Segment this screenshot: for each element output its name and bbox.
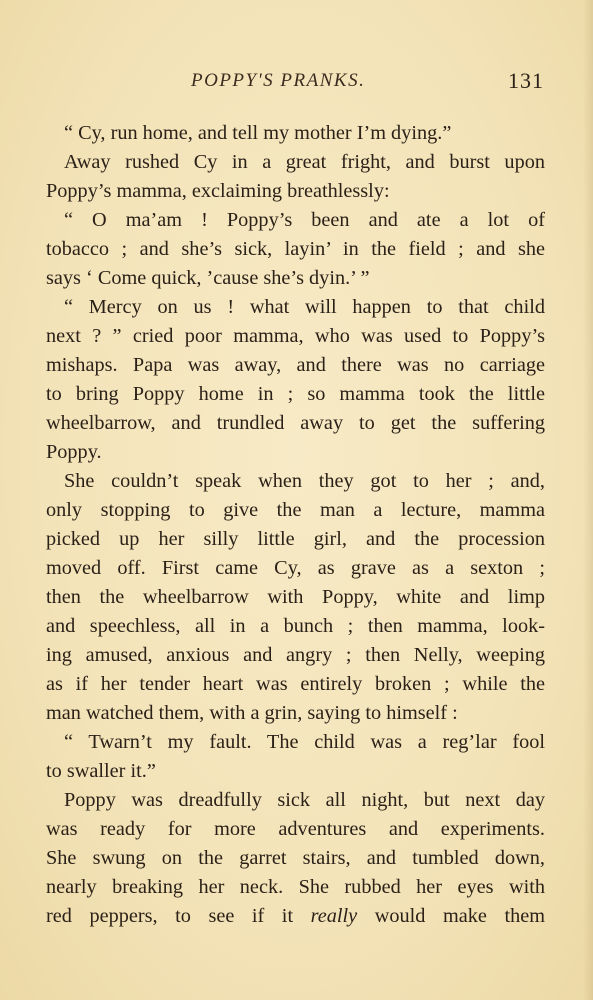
text-line: as if her tender heart was entirely broken ; while the — [46, 673, 545, 695]
text-line: tobacco ; and she’s sick, layin’ in the field ; and she — [46, 238, 545, 260]
text-line: mishaps. Papa was away, and there was no carriage — [46, 354, 545, 376]
emphasis-really: really — [310, 905, 358, 927]
body-text — [46, 119, 545, 931]
page-number: 131 — [508, 68, 544, 93]
text-line: wheelbarrow, and trundled away to get the suffering — [46, 412, 545, 434]
text-line: only stopping to give the man a lecture, mamma — [46, 499, 545, 521]
text-line: then the wheelbarrow with Poppy, white and limp — [46, 586, 545, 608]
text-line: to swaller it.” — [46, 760, 156, 782]
text-line: “ Mercy on us ! what will happen to that child — [64, 296, 545, 318]
text-line: ing amused, anxious and angry ; then Nelly, weeping — [46, 644, 545, 666]
text-line: “ O ma’am ! Poppy’s been and ate a lot of — [64, 209, 545, 231]
text-line: Away rushed Cy in a great fright, and burst upon — [64, 151, 545, 173]
page-header — [46, 70, 546, 100]
text-line: She couldn’t speak when they got to her ; and, — [64, 470, 545, 492]
text-line: picked up her silly little girl, and the procession — [46, 528, 545, 550]
text-line: says ‘ Come quick, ’cause she’s dyin.’ ” — [46, 267, 370, 289]
text-line: to bring Poppy home in ; so mamma took the little — [46, 383, 545, 405]
text-line: was ready for more adventures and experiments. — [46, 818, 545, 840]
text-line: red peppers, to see if it really would make them — [46, 905, 545, 927]
text-line: and speechless, all in a bunch ; then mamma, look- — [46, 615, 545, 637]
running-title: POPPY'S PRANKS. — [191, 70, 366, 91]
text-line: nearly breaking her neck. She rubbed her eyes with — [46, 876, 545, 898]
text-line: next ? ” cried poor mamma, who was used to Poppy’s — [46, 325, 545, 347]
text-line: man watched them, with a grin, saying to himself : — [46, 702, 458, 724]
text-line: “ Twarn’t my fault. The child was a reg’lar fool — [64, 731, 545, 753]
text-line: Poppy. — [46, 441, 102, 463]
text-line: Poppy’s mamma, exclaiming breathlessly: — [46, 180, 390, 202]
text-line: Poppy was dreadfully sick all night, but next day — [64, 789, 545, 811]
page-edge-shadow — [583, 0, 593, 1000]
text-line: “ Cy, run home, and tell my mother I’m dying.” — [64, 122, 452, 144]
text-line: She swung on the garret stairs, and tumbled down, — [46, 847, 545, 869]
text-line: moved off. First came Cy, as grave as a sexton ; — [46, 557, 545, 579]
